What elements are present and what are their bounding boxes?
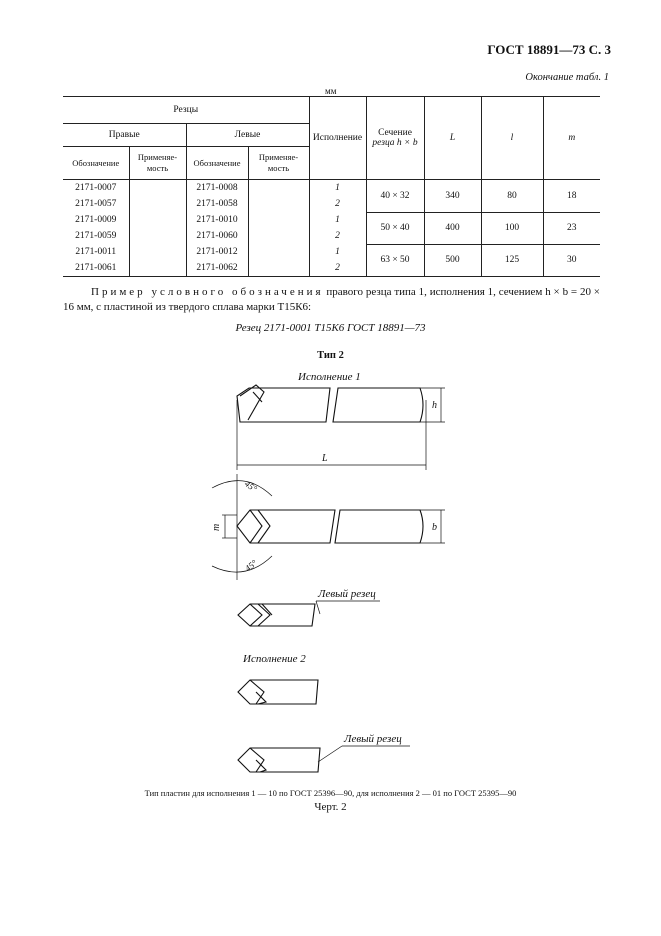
angle-label-bottom: 45° (242, 557, 259, 574)
table-cell: 80 (481, 180, 543, 213)
left-cutter-2-label: Левый резец (344, 733, 402, 745)
example-paragraph: Пример условного обозначения правого резца типа 1, исполнения 1, сечением h × b = 20 × 16 мм, с пластиной из твердого сплава марки Т15К6: (63, 286, 600, 313)
plan-body-rear (335, 510, 423, 543)
dim-h-label: h (432, 400, 437, 411)
header-applicability-right: Применяе- мость (129, 147, 186, 180)
table-cell: 2171-0010 (186, 212, 248, 228)
header-l: l (481, 97, 543, 180)
header-execution: Исполнение (309, 97, 366, 180)
table-cell: 2171-0007 (75, 183, 117, 193)
header-cutters: Резцы (63, 97, 309, 124)
page-header: ГОСТ 18891—73 С. 3 (487, 42, 611, 57)
plan-body-front (237, 510, 335, 543)
exec2-body (238, 680, 318, 704)
table-cell: 2171-0062 (186, 260, 248, 277)
table-cell: 23 (543, 212, 600, 244)
header-left: Левые (186, 124, 309, 147)
table-cell: 100 (481, 212, 543, 244)
exec2-label: Исполнение 2 (243, 653, 306, 665)
table-cell: 1 (309, 244, 366, 260)
exec1-label: Исполнение 1 (298, 371, 361, 383)
table-cell: 18 (543, 180, 600, 213)
header-right: Правые (63, 124, 186, 147)
cutter-body-front (237, 388, 330, 422)
table-cell: 2171-0059 (75, 231, 117, 241)
header-designation-left: Обозначение (186, 147, 248, 180)
table-cell: 1 (309, 180, 366, 197)
header-L: L (424, 97, 481, 180)
table-cell: 50 × 40 (366, 212, 424, 244)
table-cell: 2171-0058 (186, 196, 248, 212)
header-designation-right: Обозначение (63, 147, 129, 180)
dim-b-label: b (432, 522, 437, 533)
header-m: m (543, 97, 600, 180)
left-cutter-1-body (238, 604, 315, 626)
table-cell: 2171-0061 (63, 260, 129, 277)
dim-L-label: L (322, 453, 328, 464)
header-section: Сечение резца h × b (366, 97, 424, 180)
table-cell: 2 (309, 196, 366, 212)
table-cell: 2171-0057 (75, 199, 117, 209)
table-cell: 2 (309, 228, 366, 244)
table-cell: 2171-0060 (186, 228, 248, 244)
table-cell: 340 (424, 180, 481, 213)
left-cutter-1-label: Левый резец (318, 588, 376, 600)
table-cell: 2 (309, 260, 366, 277)
table-cell: 500 (424, 244, 481, 277)
table-cell: 30 (543, 244, 600, 277)
angle-label-top: 45° (242, 478, 259, 494)
table-cell: 40 × 32 (366, 180, 424, 213)
cutting-insert (240, 385, 264, 420)
table-continuation-label: Окончание табл. 1 (525, 72, 609, 83)
table-cell: 63 × 50 (366, 244, 424, 277)
left-cutter-2-body (238, 748, 320, 772)
cutter-body-rear (333, 388, 423, 422)
table-cell: 2171-0011 (75, 247, 117, 257)
table-cell: 125 (481, 244, 543, 277)
header-applicability-left: Применяе- мость (248, 147, 309, 180)
footnote: Тип пластин для исполнения 1 — 10 по ГОСТ 25396—90, для исполнения 2 — 01 по ГОСТ 25395—90 (144, 788, 517, 798)
table-cell: 2171-0012 (186, 244, 248, 260)
type-title: Тип 2 (317, 350, 344, 361)
figure-caption: Черт. 2 (314, 801, 347, 813)
table-cell: 2171-0009 (75, 215, 117, 225)
dim-m-label: m (211, 523, 222, 531)
table-cell: 1 (309, 212, 366, 228)
table-cell: 2171-0008 (186, 180, 248, 197)
table-cell: 400 (424, 212, 481, 244)
example-designation: Резец 2171-0001 Т15К6 ГОСТ 18891—73 (235, 322, 426, 334)
units-label: мм (325, 86, 337, 96)
